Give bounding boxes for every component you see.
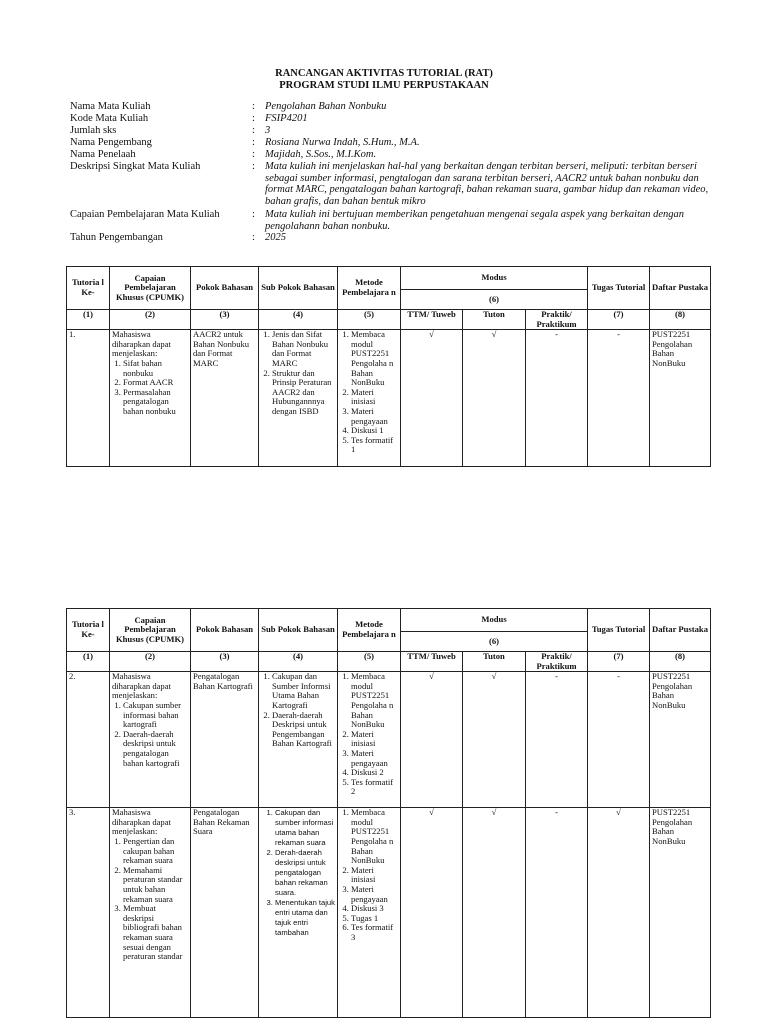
check-tugas: √ [588, 808, 650, 1018]
meta-row-learning-outcome: Capaian Pembelajaran Mata Kuliah : Mata kuliah ini bertujuan memberikan pengetahuan mengenai segala aspek yang berkaitan dengan pengolahann bahan nonbuku. [70, 209, 710, 232]
meta-row-course-code: Kode Mata Kuliah : FSIP4201 [70, 113, 710, 125]
col-tutorial: Tutoria l Ke- [67, 609, 110, 652]
col-number: (8) [650, 652, 711, 672]
col-number: (5) [338, 310, 401, 330]
meta-row-description: Deskripsi Singkat Mata Kuliah : Mata kuliah ini menjelaskan hal-hal yang berkaitan dengan terbitan berseri, meliputi: terbitan berseri sebagai sumber informasi, pengtalogan dan sarana terbitan berseri, AACR2 untuk bahan nonbuku dan format MARC, pengatalogan bahan kartografi, bahan rekaman suara, gambar hidup dan rekaman video, bahan grafis, dan bahan bentuk mikro [70, 161, 709, 207]
col-number: (2) [110, 310, 191, 330]
course-description: Mata kuliah ini menjelaskan hal-hal yang berkaitan dengan terbitan berseri, meliputi: terbitan berseri sebagai sumber informasi, pengtalogan dan sarana terbitan berseri, AACR2 untuk bahan nonbuku dan format MARC, pengatalogan bahan kartografi, bahan rekaman suara, gambar hidup dan rekaman video, bahan grafis, dan bahan bentuk mikro [265, 161, 709, 207]
list-item: 2. Materi inisiasi [351, 866, 398, 885]
daftar-pustaka: PUST2251 Pengolahan Bahan NonBuku [650, 808, 711, 1018]
list-item: 2. Materi inisiasi [351, 388, 398, 407]
document-title: RANCANGAN AKTIVITAS TUTORIAL (RAT) [275, 68, 493, 79]
cpumk-cell [110, 672, 191, 808]
check-tuton: √ [463, 808, 526, 1018]
list-item: 1. Cakupan dan Sumber Informsi Utama Bahan Kartografi [272, 672, 335, 710]
col-sub-pokok-bahasan: Sub Pokok Bahasan [259, 267, 338, 310]
col-praktik: Praktik/ Praktikum [526, 652, 588, 672]
col-pustaka: Daftar Pustaka [650, 267, 711, 310]
sub-pokok-cell [259, 808, 338, 1018]
list-item: 3. Materi pengayaan [351, 407, 398, 426]
col-tugas: Tugas Tutorial [588, 267, 650, 310]
cpumk-intro: Mahasiswa diharapkan dapat menjelaskan: [112, 671, 171, 701]
list-item: 2. Materi inisiasi [351, 730, 398, 749]
list-item: 1. Membaca modul PUST2251 Pengolaha n Bahan NonBuku [351, 808, 398, 866]
col-number: (1) [67, 652, 110, 672]
list-item: 4. Diskusi 3 [351, 904, 398, 914]
col-tuton: Tuton [463, 310, 526, 330]
col-modus: Modus [401, 267, 588, 290]
check-ttm: √ [401, 808, 463, 1018]
cpumk-cell [110, 808, 191, 1018]
col-pokok-bahasan: Pokok Bahasan [191, 609, 259, 652]
daftar-pustaka: PUST2251 Pengolahan Bahan NonBuku [650, 330, 711, 467]
check-tugas: - [588, 672, 650, 808]
list-item: 3. Materi pengayaan [351, 885, 398, 904]
col-metode: Metode Pembelajara n [338, 267, 401, 310]
daftar-pustaka: PUST2251 Pengolahan Bahan NonBuku [650, 672, 711, 808]
list-item: 5. Tes formatif 2 [351, 778, 398, 797]
tutorial-number: 3. [67, 808, 110, 1018]
list-item: 3. Membuat deskripsi bibliografi bahan rekaman suara sesuai dengan peraturan standar [123, 904, 188, 962]
cpumk-intro: Mahasiswa diharapkan dapat menjelaskan: [112, 329, 171, 359]
course-name: Pengolahan Bahan Nonbuku [265, 101, 387, 112]
table-row [67, 330, 711, 467]
list-item: 2. Derah-daerah deskripsi untuk pengatalogan bahan rekaman suara. [275, 848, 335, 898]
tutorial-number: 2. [67, 672, 110, 808]
credits: 3 [265, 125, 271, 136]
meta-row-year: Tahun Pengembangan : 2025 [70, 232, 710, 244]
document-subtitle: PROGRAM STUDI ILMU PERPUSTAKAAN [279, 80, 489, 91]
list-item: 1. Jenis dan Sifat Bahan Nonbuku dan Format MARC [272, 330, 335, 368]
list-item: 2. Daerah-daerah Deskripsi untuk Pengembangan Bahan Kartografi [272, 711, 335, 749]
list-item: 1. Pengertian dan cakupan bahan rekaman suara [123, 837, 188, 866]
learning-outcome: Mata kuliah ini bertujuan memberikan pengetahuan mengenai segala aspek yang berkaitan dengan pengolahann bahan nonbuku. [265, 209, 685, 232]
meta-row-reviewer: Nama Penelaah : Majidah, S.Sos., M.I.Kom. [70, 149, 710, 161]
check-tuton: √ [463, 330, 526, 467]
course-info [70, 101, 710, 244]
check-tugas: - [588, 330, 650, 467]
development-year: 2025 [265, 232, 286, 243]
col-pustaka: Daftar Pustaka [650, 609, 711, 652]
meta-row-course-name: Nama Mata Kuliah : Pengolahan Bahan Nonbuku [70, 101, 710, 113]
table-row [67, 808, 711, 1018]
check-ttm: √ [401, 672, 463, 808]
list-item: 1. Cakupan dan sumber informasi utama bahan rekaman suara [275, 808, 335, 848]
list-item: 6. Tes formatif 3 [351, 923, 398, 942]
rat-table-1 [66, 266, 711, 467]
reviewer: Majidah, S.Sos., M.I.Kom. [265, 149, 377, 160]
col-metode: Metode Pembelajara n [338, 609, 401, 652]
list-item: 2. Daerah-daerah deskripsi untuk pengatalogan bahan kartografi [123, 730, 188, 768]
col-number: (7) [588, 310, 650, 330]
developer: Rosiana Nurwa Indah, S.Hum., M.A. [265, 137, 420, 148]
col-modus: Modus [401, 609, 588, 632]
list-item: 1. Cakupan sumber informasi bahan kartografi [123, 701, 188, 730]
list-item: 3. Permasalahan pengatalogan bahan nonbuku [123, 388, 188, 417]
col-cpumk: Capaian Pembelajaran Khusus (CPUMK) [110, 267, 191, 310]
check-praktik: - [526, 808, 588, 1018]
list-item: 1. Membaca modul PUST2251 Pengolaha n Bahan NonBuku [351, 330, 398, 388]
col-tugas: Tugas Tutorial [588, 609, 650, 652]
col-number: (8) [650, 310, 711, 330]
check-praktik: - [526, 330, 588, 467]
list-item: 4. Diskusi 1 [351, 426, 398, 436]
metode-cell [338, 672, 401, 808]
pokok-bahasan: Pengatalogan Bahan Rekaman Suara [191, 808, 259, 1018]
check-ttm: √ [401, 330, 463, 467]
metode-cell [338, 330, 401, 467]
list-item: 2. Format AACR [123, 378, 188, 388]
meta-row-developer: Nama Pengembang : Rosiana Nurwa Indah, S.Hum., M.A. [70, 137, 710, 149]
check-tuton: √ [463, 672, 526, 808]
list-item: 2. Struktur dan Prinsip Peraturan AACR2 dan Hubungannnya dengan ISBD [272, 369, 335, 417]
col-modus-number: (6) [401, 632, 588, 652]
check-praktik: - [526, 672, 588, 808]
col-number: (1) [67, 310, 110, 330]
list-item: 3. Materi pengayaan [351, 749, 398, 768]
table-row [67, 672, 711, 808]
meta-row-credits: Jumlah sks : 3 [70, 125, 710, 137]
col-number: (4) [259, 652, 338, 672]
list-item: 1. Membaca modul PUST2251 Pengolaha n Bahan NonBuku [351, 672, 398, 730]
pokok-bahasan: Pengatalogan Bahan Kartografi [191, 672, 259, 808]
col-ttm-tuweb: TTM/ Tuweb [401, 652, 463, 672]
col-pokok-bahasan: Pokok Bahasan [191, 267, 259, 310]
col-number: (3) [191, 310, 259, 330]
sub-pokok-cell [259, 330, 338, 467]
col-tutorial: Tutoria l Ke- [67, 267, 110, 310]
col-ttm-tuweb: TTM/ Tuweb [401, 310, 463, 330]
list-item: 4. Diskusi 2 [351, 768, 398, 778]
list-item: 3. Menentukan tajuk entri utama dan tajuk entri tambahan [275, 898, 335, 938]
tutorial-number: 1. [67, 330, 110, 467]
col-modus-number: (6) [401, 290, 588, 310]
course-code: FSIP4201 [265, 113, 308, 124]
col-praktik: Praktik/ Praktikum [526, 310, 588, 330]
list-item: 5. Tugas 1 [351, 914, 398, 924]
col-sub-pokok-bahasan: Sub Pokok Bahasan [259, 609, 338, 652]
pokok-bahasan: AACR2 untuk Bahan Nonbuku dan Format MARC [191, 330, 259, 467]
col-number: (7) [588, 652, 650, 672]
sub-pokok-cell [259, 672, 338, 808]
col-number: (2) [110, 652, 191, 672]
list-item: 2. Memahami peraturan standar untuk bahan rekaman suara [123, 866, 188, 904]
cpumk-intro: Mahasiswa diharapkan dapat menjelaskan: [112, 807, 171, 837]
col-number: (5) [338, 652, 401, 672]
col-number: (4) [259, 310, 338, 330]
col-tuton: Tuton [463, 652, 526, 672]
cpumk-cell [110, 330, 191, 467]
col-number: (3) [191, 652, 259, 672]
col-cpumk: Capaian Pembelajaran Khusus (CPUMK) [110, 609, 191, 652]
metode-cell [338, 808, 401, 1018]
list-item: 1. Sifat bahan nonbuku [123, 359, 188, 378]
list-item: 5. Tes formatif 1 [351, 436, 398, 455]
rat-table-2 [66, 608, 711, 1018]
